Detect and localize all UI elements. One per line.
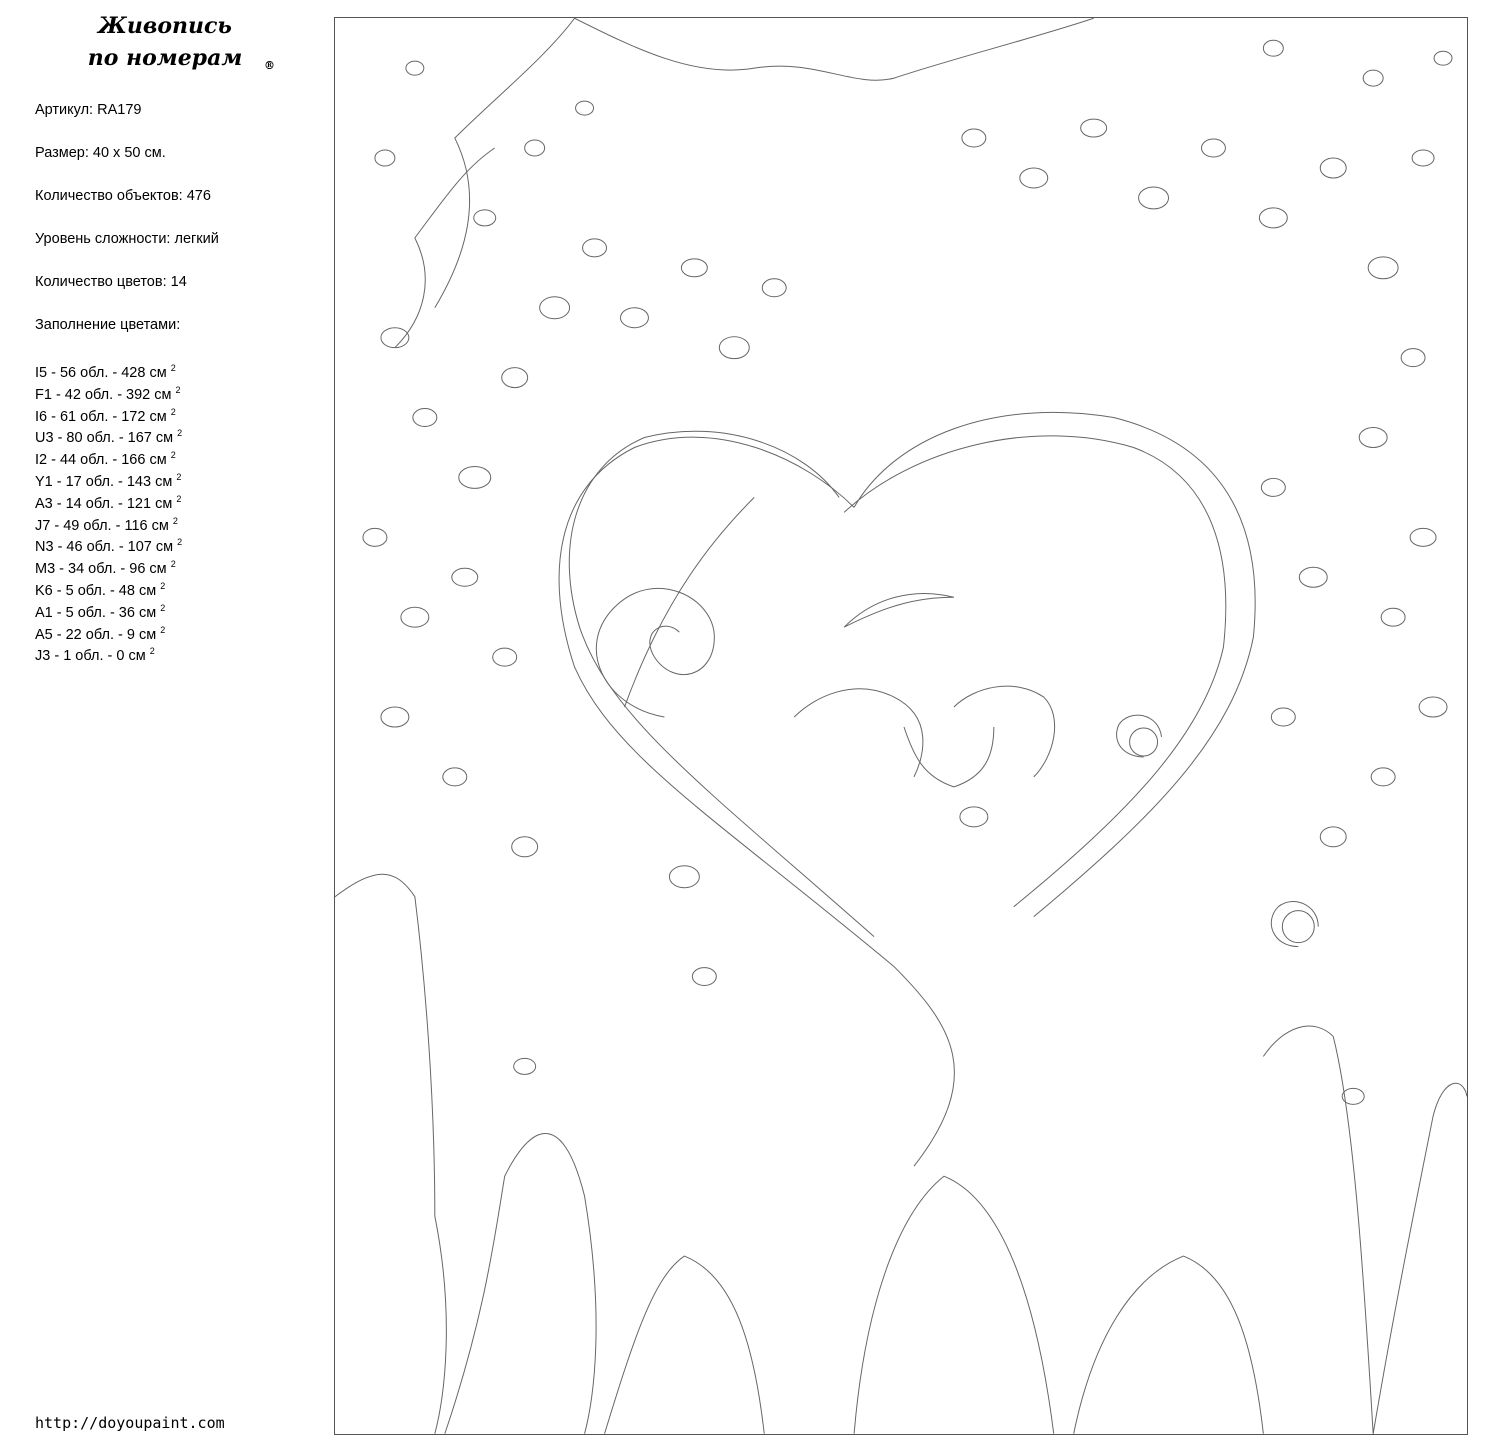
difficulty-label: Уровень сложности: легкий [35, 231, 219, 247]
website-link[interactable]: http://doyoupaint.com [35, 1414, 225, 1432]
legend-item: N3 - 46 обл. - 107 см $^2$ [35, 537, 183, 556]
legend-item: A3 - 14 обл. - 121 см $^2$ [35, 493, 182, 512]
product-info [35, 99, 325, 357]
objects-count-label: Количество объектов: 476 [35, 188, 211, 204]
legend-item: I2 - 44 обл. - 166 см $^2$ [35, 450, 176, 469]
brand-line-1: Живопись [98, 13, 232, 39]
legend-item: Y1 - 17 обл. - 143 см $^2$ [35, 471, 182, 490]
legend-item: A5 - 22 обл. - 9 см $^2$ [35, 624, 166, 643]
registered-mark: ® [264, 59, 275, 72]
fill-heading: Заполнение цветами: [35, 317, 181, 333]
legend-item: I6 - 61 обл. - 172 см $^2$ [35, 406, 176, 425]
legend-item: K6 - 5 обл. - 48 см $^2$ [35, 580, 166, 599]
size-label: Размер: 40 х 50 см. [35, 145, 166, 161]
coloring-canvas [334, 17, 1468, 1435]
legend-item: U3 - 80 обл. - 167 см $^2$ [35, 428, 183, 447]
line-art-illustration [335, 18, 1467, 1434]
legend-item: M3 - 34 обл. - 96 см $^2$ [35, 559, 176, 578]
legend-item: F1 - 42 обл. - 392 см $^2$ [35, 384, 181, 403]
brand-line-2: по номерам [87, 45, 243, 71]
legend-item: I5 - 56 обл. - 428 см $^2$ [35, 363, 176, 381]
legend-item: J7 - 49 обл. - 116 см $^2$ [35, 515, 178, 534]
legend-item: J3 - 1 обл. - 0 см $^2$ [35, 646, 155, 665]
article-label: Артикул: RA179 [35, 102, 142, 118]
brand-title [0, 10, 330, 74]
colors-count-label: Количество цветов: 14 [35, 274, 187, 290]
legend-item: A1 - 5 обл. - 36 см $^2$ [35, 602, 166, 621]
color-legend [35, 358, 182, 663]
